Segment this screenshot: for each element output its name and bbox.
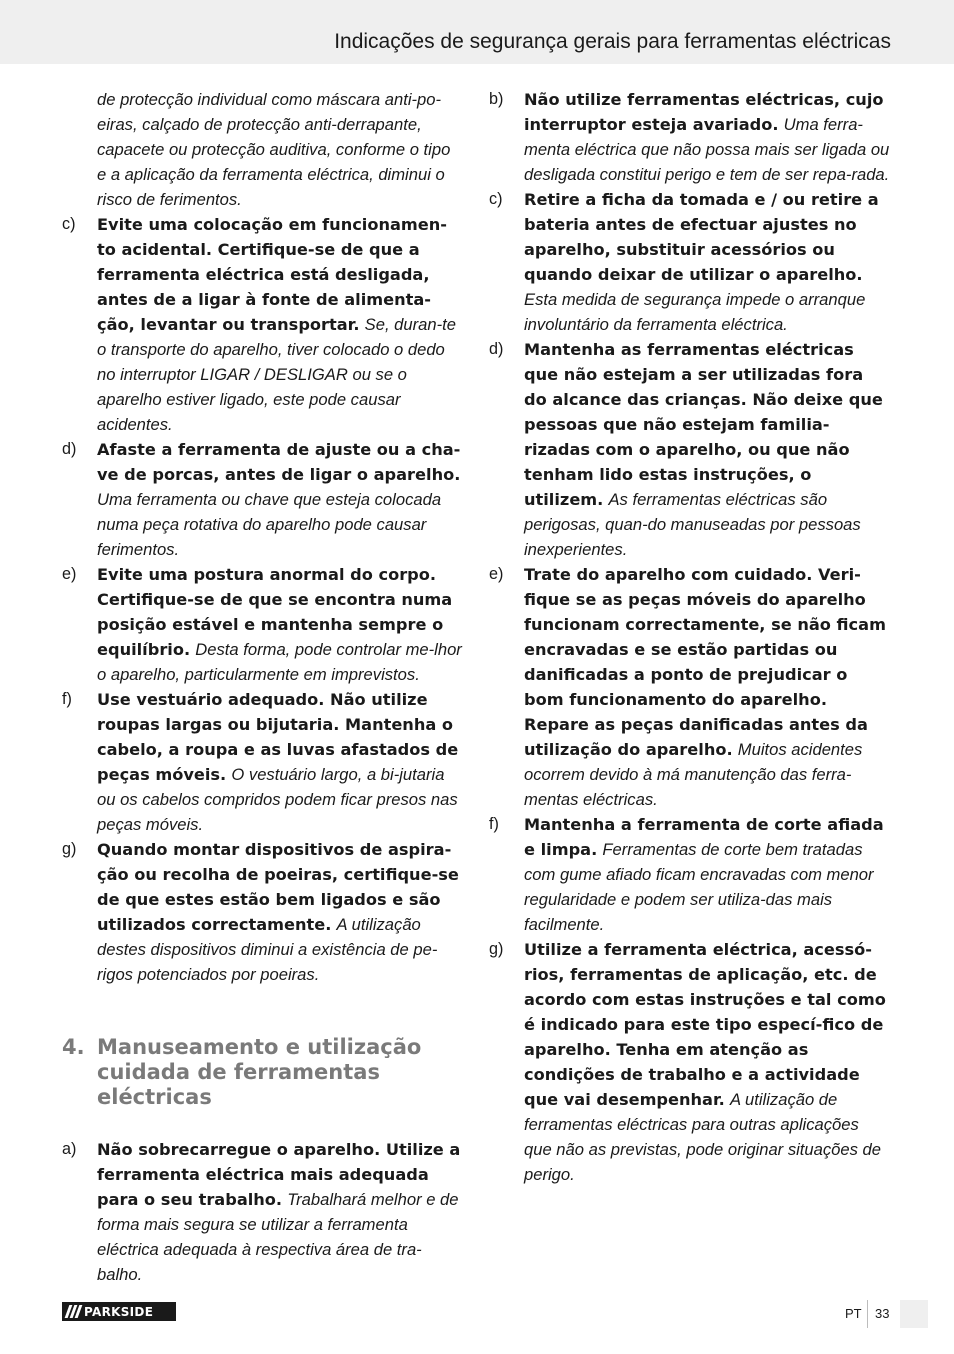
list-item-g (62, 837, 464, 987)
item-italic-text: Muitos acidentes ocorrem devido à má manutenção das ferra-mentas eléctricas. (524, 740, 863, 809)
logo-text: PARKSIDE (84, 1304, 154, 1319)
item-bold-text: Evite uma postura anormal do corpo. Certifique-se de que se encontra numa posição estável e mantenha sempre o equilíbrio. (97, 565, 453, 659)
list-item-a (62, 1137, 464, 1287)
list-item-d (489, 337, 891, 562)
footer-divider (867, 1300, 868, 1328)
logo-stripes-icon (67, 1305, 80, 1318)
item-italic-text: Uma ferramenta ou chave que esteja colocada numa peça rotativa do aparelho pode causar ferimentos. (97, 490, 442, 559)
item-italic-text: Ferramentas de corte bem tratadas com gume afiado ficam encravadas com menor regularidade e podem ser utiliza-das mais facilmente. (524, 840, 874, 934)
item-italic-text: Se, duran-te o transporte do aparelho, tiver colocado o dedo no interruptor LIGAR / DESLIGAR ou se o aparelho estiver ligado, este pode causar acidentes. (97, 315, 456, 434)
item-bold-text: Mantenha as ferramentas eléctricas que não estejam a ser utilizadas fora do alcance das crianças. Não deixe que pessoas que não estejam familia-rizadas com o aparelho, ou que não tenham lido estas instruções, o utilizem. (524, 340, 883, 509)
page-corner-box (900, 1300, 928, 1328)
item-bold-text: Use vestuário adequado. Não utilize roupas largas ou bijutaria. Mantenha o cabelo, a roupa e as luvas afastados de peças móveis. (97, 690, 459, 784)
item-marker: g) (489, 940, 504, 958)
item-bold-text: Mantenha a ferramenta de corte afiada e limpa. (524, 815, 884, 859)
item-marker: c) (62, 215, 76, 233)
item-marker: e) (62, 565, 77, 583)
item-bold-text: Afaste a ferramenta de ajuste ou a cha-ve de porcas, antes de ligar o aparelho. (97, 440, 461, 484)
item-marker: c) (489, 190, 503, 208)
item-marker: e) (489, 565, 504, 583)
item-italic-text: As ferramentas eléctricas são perigosas, quan-do manuseadas por pessoas inexperientes. (524, 490, 861, 559)
item-marker: a) (62, 1140, 77, 1158)
section-title: Manuseamento e utilização cuidada de ferramentas eléctricas (97, 1035, 422, 1109)
item-italic-text: Esta medida de segurança impede o arranque involuntário da ferramenta eléctrica. (524, 290, 866, 334)
item-italic-text: Uma ferra-menta eléctrica que não possa mais ser ligada ou desligada constitui perigo e tem de ser repa-rada. (524, 115, 890, 184)
section-number: 4. (62, 1035, 85, 1059)
item-italic-text: Desta forma, pode controlar me-lhor o aparelho, particularmente em imprevistos. (97, 640, 462, 684)
list-item-f (62, 687, 464, 837)
item-bold-text: Trate do aparelho com cuidado. Veri-fique se as peças móveis do aparelho funcionam correctamente, se não ficam encravadas e se estão partidas ou danificadas a ponto de prejudicar o bom funcionamento do aparelho. Repare as peças danificadas antes da utilização do aparelho. (524, 565, 886, 759)
list-item-c (489, 187, 891, 337)
intro-paragraph (62, 87, 464, 212)
item-bold-text: Não utilize ferramentas eléctricas, cujo interruptor esteja avariado. (524, 90, 884, 134)
list-item-g (489, 937, 891, 1187)
item-italic-text: A utilização de ferramentas eléctricas para outras aplicações que não as previstas, pode originar situações de perigo. (524, 1090, 881, 1184)
item-bold-text: Quando montar dispositivos de aspira-ção ou recolha de poeiras, certifique-se de que estes estão bem ligados e são utilizados correctamente. (97, 840, 459, 934)
list-item-e (62, 562, 464, 687)
item-italic-text: A utilização destes dispositivos diminui a existência de pe-rigos potenciados por poeiras. (97, 915, 438, 984)
item-italic-text: Trabalhará melhor e de forma mais segura se utilizar a ferramenta eléctrica adequada à respectiva área de tra-balho. (97, 1190, 459, 1284)
item-bold-text: Utilize a ferramenta eléctrica, acessó-rios, ferramentas de aplicação, etc. de acordo com estas instruções e tal como é indicado para este tipo especí-fico de aparelho. Tenha em atenção as condições de trabalho e a actividade que vai desempenhar. (524, 940, 886, 1109)
intro-text: de protecção individual como máscara anti-po-eiras, calçado de protecção anti-derrapante, capacete ou protecção auditiva, conforme o tipo e a aplicação da ferramenta eléctrica, diminui o risco de ferimentos. (97, 90, 451, 209)
page-title: Indicações de segurança gerais para ferramentas eléctricas (334, 30, 891, 53)
list-item-c (62, 212, 464, 437)
item-marker: b) (489, 90, 504, 108)
item-bold-text: Evite uma colocação em funcionamen-to acidental. Certifique-se de que a ferramenta eléctrica está desligada, antes de a ligar à fonte de alimenta-ção, levantar ou transportar. (97, 215, 448, 334)
list-item-d (62, 437, 464, 562)
item-bold-text: Retire a ficha da tomada e / ou retire a bateria antes de efectuar ajustes no aparelho, substituir acessórios ou quando deixar de utilizar o aparelho. (524, 190, 879, 284)
language-code: PT (845, 1306, 862, 1321)
section-heading (62, 1035, 464, 1110)
item-marker: d) (62, 440, 77, 458)
item-marker: f) (62, 690, 72, 708)
item-marker: g) (62, 840, 77, 858)
list-item-f (489, 812, 891, 937)
parkside-logo (62, 1302, 176, 1321)
item-marker: d) (489, 340, 504, 358)
page-number: 33 (875, 1306, 890, 1321)
list-item-b (489, 87, 891, 187)
item-bold-text: Não sobrecarregue o aparelho. Utilize a ferramenta eléctrica mais adequada para o seu trabalho. (97, 1140, 461, 1209)
right-column (489, 87, 891, 1187)
left-column (62, 87, 464, 1287)
item-marker: f) (489, 815, 499, 833)
item-italic-text: O vestuário largo, a bi-jutaria ou os cabelos compridos podem ficar presos nas peças móveis. (97, 765, 458, 834)
list-item-e (489, 562, 891, 812)
